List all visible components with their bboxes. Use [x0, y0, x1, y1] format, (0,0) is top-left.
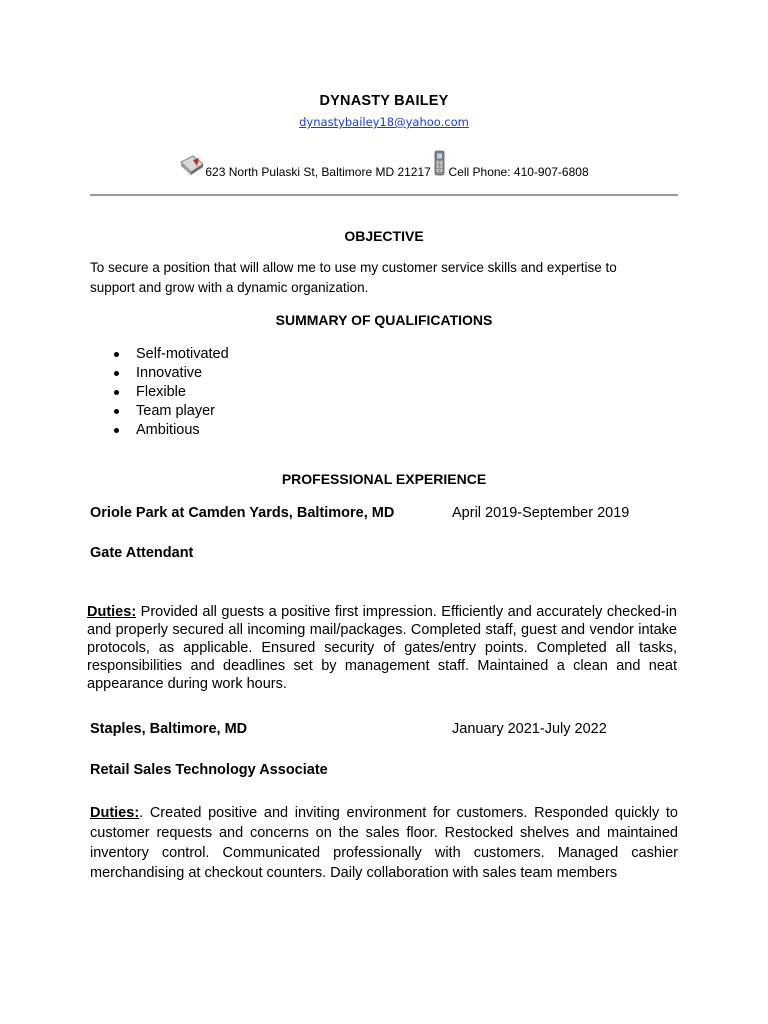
- job-title: Gate Attendant: [90, 545, 194, 561]
- duties-text: . Created positive and inviting environment for customers. Responded quickly to customer requests and concerns on the sales floor. Restocked shelves and maintained inventory control. Communicated professionally with customers. Managed cashier merchandising at checkout counters. Daily collaboration with sales team members: [90, 805, 678, 881]
- duties-text: Provided all guests a positive first impression. Efficiently and accurately checked-in and properly secured all incoming mail/packages. Completed staff, guest and vendor intake protocols, as applicable. Ensured security of gates/entry points. Completed all tasks, responsibilities and deadlines set by management staff. Maintained a clean and neat appearance during work hours.: [87, 604, 677, 692]
- list-item: Innovative: [108, 364, 229, 383]
- objective-line-1: To secure a position that will allow me to use my customer service skills and expertise to: [90, 260, 617, 275]
- list-item: Ambitious: [108, 421, 229, 440]
- cell-phone-icon: [434, 150, 445, 179]
- job-duties: [90, 803, 678, 883]
- qualifications-list: [108, 345, 229, 440]
- envelope-icon: [179, 152, 205, 179]
- address-text: 623 North Pulaski St, Baltimore MD 21217: [205, 165, 431, 179]
- experience-heading: PROFESSIONAL EXPERIENCE: [281, 471, 487, 487]
- qualifications-heading: SUMMARY OF QUALIFICATIONS: [275, 312, 493, 328]
- list-item: Flexible: [108, 383, 229, 402]
- objective-heading: OBJECTIVE: [344, 228, 424, 244]
- job-employer: Oriole Park at Camden Yards, Baltimore, MD: [90, 505, 395, 521]
- header-divider: [90, 194, 678, 196]
- job-employer: Staples, Baltimore, MD: [90, 721, 248, 737]
- job-duties: [87, 603, 677, 693]
- job-title: Retail Sales Technology Associate: [90, 762, 328, 778]
- duties-label: Duties:: [90, 805, 140, 821]
- objective-line-2: support and grow with a dynamic organization.: [90, 280, 369, 295]
- resume-name: DYNASTY BAILEY: [319, 93, 449, 109]
- list-item: Self-motivated: [108, 345, 229, 364]
- list-item: Team player: [108, 402, 229, 421]
- duties-label: Duties:: [87, 604, 137, 620]
- contact-line: [0, 150, 768, 179]
- job-dates: January 2021-July 2022: [452, 721, 607, 737]
- email-link[interactable]: dynastybailey18@yahoo.com: [299, 115, 469, 129]
- job-dates: April 2019-September 2019: [452, 505, 630, 521]
- objective-text: [90, 258, 650, 298]
- phone-text: Cell Phone: 410-907-6808: [448, 165, 589, 179]
